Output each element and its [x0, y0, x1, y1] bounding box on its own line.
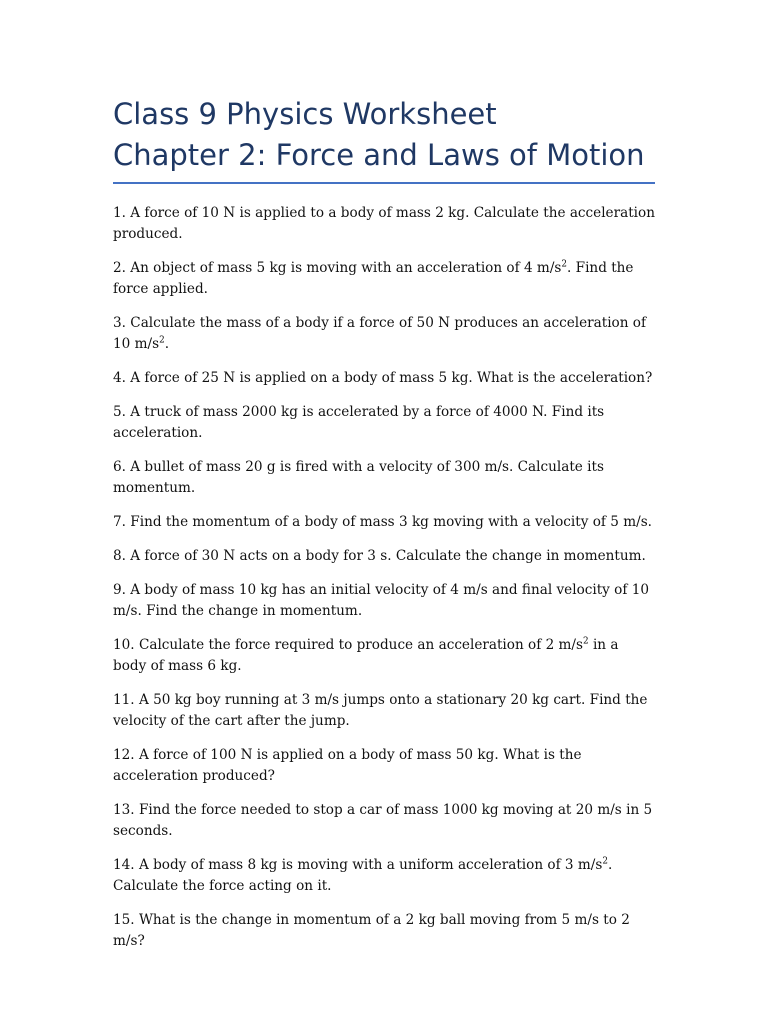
question-item: 10. Calculate the force required to produce an acceleration of 2 $m/s^2$ in a body of mass 6 kg.	[113, 636, 619, 674]
title-line-1: Class 9 Physics Worksheet	[113, 97, 497, 131]
question-item: 11. A 50 kg boy running at 3 m/s jumps onto a stationary 20 kg cart. Find the velocity of the cart after the jump.	[113, 692, 648, 729]
question-item: 1. A force of 10 N is applied to a body of mass 2 kg. Calculate the acceleration produced.	[113, 205, 655, 242]
worksheet-title	[113, 94, 655, 176]
title-line-2: Chapter 2: Force and Laws of Motion	[113, 138, 645, 172]
question-item: 3. Calculate the mass of a body if a force of 50 N produces an acceleration of 10 $m/s^2$.	[113, 315, 647, 352]
question-item: 9. A body of mass 10 kg has an initial velocity of 4 m/s and final velocity of 10 m/s. Find the change in momentum.	[113, 582, 650, 619]
worksheet-page	[113, 94, 655, 965]
question-item: 8. A force of 30 N acts on a body for 3 s. Calculate the change in momentum.	[113, 548, 646, 564]
question-item: 2. An object of mass 5 kg is moving with an acceleration of 4 $m/s^2$. Find the force applied.	[113, 259, 634, 297]
question-item: 14. A body of mass 8 kg is moving with a uniform acceleration of 3 $m/s^2$. Calculate the force acting on it.	[113, 856, 613, 894]
question-item: 7. Find the momentum of a body of mass 3 kg moving with a velocity of 5 m/s.	[113, 514, 652, 530]
title-divider	[113, 182, 655, 184]
question-item: 5. A truck of mass 2000 kg is accelerated by a force of 4000 N. Find its acceleration.	[113, 404, 605, 441]
question-list	[113, 203, 655, 952]
question-item: 12. A force of 100 N is applied on a body of mass 50 kg. What is the acceleration produced?	[113, 747, 582, 784]
question-item: 6. A bullet of mass 20 g is fired with a velocity of 300 m/s. Calculate its momentum.	[113, 459, 604, 496]
question-item: 13. Find the force needed to stop a car of mass 1000 kg moving at 20 m/s in 5 seconds.	[113, 802, 653, 839]
question-item: 4. A force of 25 N is applied on a body of mass 5 kg. What is the acceleration?	[113, 370, 653, 386]
question-item: 15. What is the change in momentum of a 2 kg ball moving from 5 m/s to 2 m/s?	[113, 912, 630, 949]
